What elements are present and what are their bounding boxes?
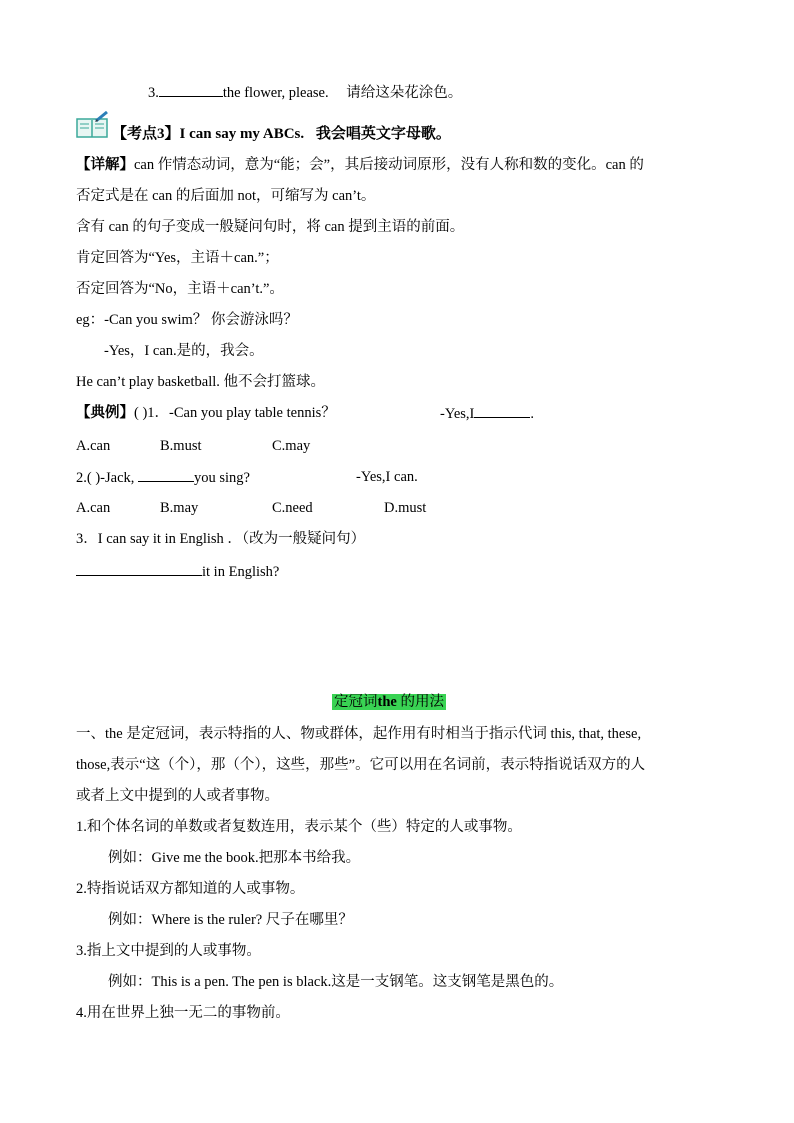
question-1-answer-text: -Yes,I bbox=[440, 406, 475, 422]
rule-4: 4.用在世界上独一无二的事物前。 bbox=[76, 1005, 290, 1021]
answer-blank[interactable] bbox=[474, 403, 530, 418]
the-paragraph-line-3: 或者上文中提到的人或者事物。 bbox=[76, 788, 279, 804]
rule-3: 3.指上文中提到的人或事物。 bbox=[76, 943, 261, 959]
detail-line-4: 肯定回答为“Yes，主语＋can.”； bbox=[76, 250, 279, 266]
detail-line-1 bbox=[76, 155, 644, 175]
question-2-option-b[interactable]: B.may bbox=[160, 500, 199, 516]
question-2-option-a[interactable]: A.can bbox=[76, 500, 111, 516]
heading-pre: 定冠词 bbox=[334, 694, 378, 710]
answer-blank[interactable] bbox=[76, 561, 202, 576]
question-1-option-a[interactable]: A.can bbox=[76, 438, 111, 454]
the-paragraph-line-1: 一、the 是定冠词，表示特指的人、物或群体，起作用有时相当于指示代词 this, that, these, bbox=[76, 726, 642, 742]
section-title-kaodian3 bbox=[112, 124, 451, 144]
rule-1: 1.和个体名词的单数或者复数连用，表示某个（些）特定的人或事物。 bbox=[76, 819, 522, 835]
rule-3-example: 例如：This is a pen. The pen is black.这是一支钢笔。这支钢笔是黑色的。 bbox=[108, 974, 564, 990]
examples-tag: 【典例】 bbox=[76, 405, 134, 421]
question-3-end: it in English? bbox=[202, 564, 280, 580]
question-3-answer bbox=[76, 561, 279, 582]
question-2-option-d[interactable]: D.must bbox=[384, 500, 427, 516]
question-1-option-b[interactable]: B.must bbox=[160, 438, 202, 454]
example-question-3: 3．I can say it in English ．（改为一般疑问句） bbox=[76, 531, 366, 547]
detail-line-5: 否定回答为“No，主语＋can’t.”。 bbox=[76, 281, 284, 297]
detail-tag: 【详解】 bbox=[76, 157, 134, 173]
question-1-option-c[interactable]: C.may bbox=[272, 438, 311, 454]
answer-blank[interactable] bbox=[138, 467, 194, 482]
question-2-answer: -Yes,I can. bbox=[356, 469, 418, 485]
kaodian-tag: 【考点3】 bbox=[112, 126, 180, 142]
kaodian-title: I can say my ABCs. bbox=[179, 126, 305, 142]
detail-text: can 作情态动词，意为“能；会”，其后接动词原形，没有人称和数的变化。can 的 bbox=[134, 157, 644, 173]
answer-blank[interactable] bbox=[159, 82, 223, 97]
rule-2: 2.特指说话双方都知道的人或事物。 bbox=[76, 881, 305, 897]
heading-post: 的用法 bbox=[400, 694, 444, 710]
period: . bbox=[530, 406, 535, 422]
question-1-text: ( )1．-Can you play table tennis？ bbox=[134, 405, 336, 421]
heading-highlight bbox=[332, 694, 446, 710]
example-question-2 bbox=[76, 467, 250, 488]
rule-2-example: 例如：Where is the ruler? 尺子在哪里？ bbox=[108, 912, 353, 928]
exercise-number: 3. bbox=[148, 85, 159, 101]
example-eg-1: eg：-Can you swim？ 你会游泳吗？ bbox=[76, 312, 298, 328]
question-2-option-c[interactable]: C.need bbox=[272, 500, 313, 516]
kaodian-cn: 我会唱英文字母歌。 bbox=[315, 126, 451, 142]
example-eg-3: He can’t play basketball. 他不会打篮球。 bbox=[76, 374, 325, 390]
heading-word: the bbox=[377, 694, 397, 710]
detail-line-3: 含有 can 的句子变成一般疑问句时，将 can 提到主语的前面。 bbox=[76, 219, 465, 235]
section-heading-the bbox=[332, 692, 446, 712]
detail-line-2: 否定式是在 can 的后面加 not，可缩写为 can’t。 bbox=[76, 188, 376, 204]
book-pencil-icon bbox=[76, 111, 110, 139]
the-paragraph-line-2: those,表示“这（个），那（个），这些，那些”。它可以用在名词前，表示特指说话双方的人 bbox=[76, 757, 646, 773]
exercise-line-3 bbox=[148, 82, 462, 103]
question-2-text: 2.( )-Jack, bbox=[76, 470, 135, 486]
rule-1-example: 例如：Give me the book.把那本书给我。 bbox=[108, 850, 361, 866]
exercise-translation: 请给这朵花涂色。 bbox=[346, 85, 463, 101]
exercise-text: the flower, please. bbox=[222, 85, 329, 101]
question-1-answer bbox=[440, 403, 534, 424]
question-2-mid: you sing? bbox=[194, 470, 250, 486]
example-question-1 bbox=[76, 403, 336, 423]
example-eg-2: -Yes，I can.是的，我会。 bbox=[104, 343, 264, 359]
